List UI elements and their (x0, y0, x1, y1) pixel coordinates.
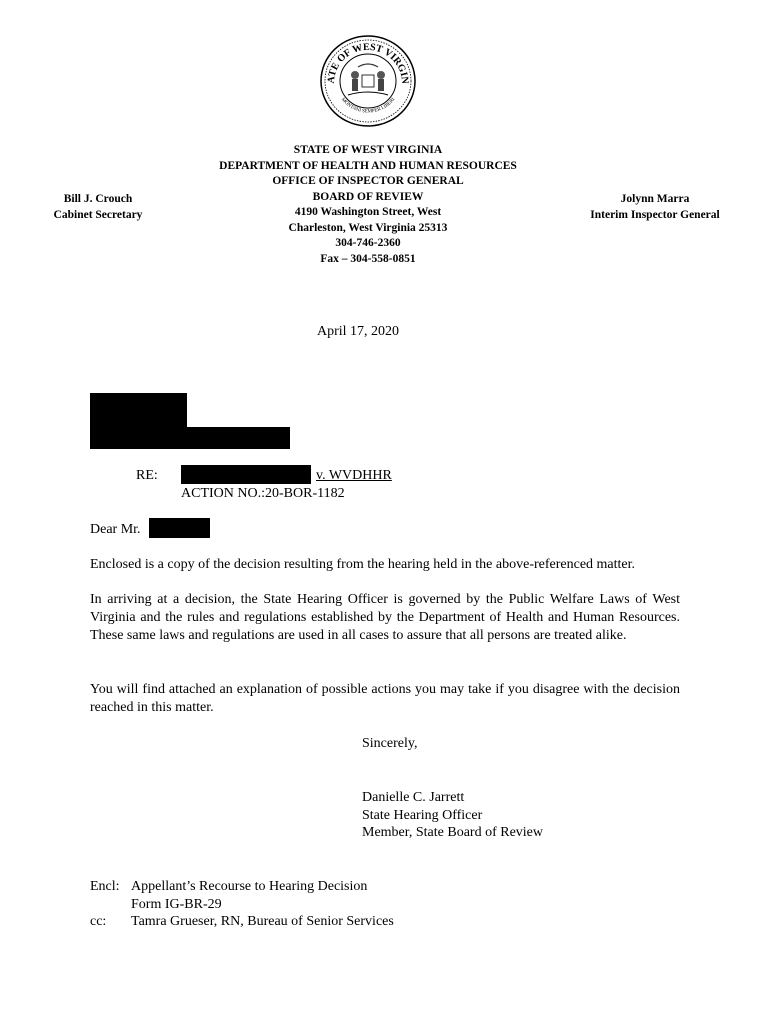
seal-ring-text-top: ATE OF WEST VIRGIN (325, 41, 411, 85)
letterhead-phone: 304-746-2360 (335, 237, 401, 249)
state-seal (318, 33, 418, 129)
letterhead-board: BOARD OF REVIEW (312, 190, 424, 203)
letterhead-city: Charleston, West Virginia 25313 (288, 221, 448, 234)
redacted-appellant-name (181, 465, 311, 484)
letter-date: April 17, 2020 (316, 324, 400, 339)
signature-block (362, 789, 543, 842)
re-label: RE: (136, 468, 158, 483)
re-case-suffix: v. WVDHHR (316, 468, 392, 483)
paragraph-enclosed: Enclosed is a copy of the decision resulting from the hearing held in the above-referenced matter. (90, 557, 636, 572)
encl-label: Encl: (90, 879, 120, 894)
inspector-general-title: Interim Inspector General (590, 209, 720, 221)
letterhead-office: OFFICE OF INSPECTOR GENERAL (272, 175, 464, 187)
redacted-recipient-address (90, 427, 290, 449)
paragraph-recourse: You will find attached an explanation of possible actions you may take if you disagree with the decision reached in this matter. (90, 682, 680, 715)
salutation: Dear Mr. (90, 522, 141, 537)
letterhead-department: DEPARTMENT OF HEALTH AND HUMAN RESOURCES (219, 159, 517, 172)
letterhead-address-block (160, 143, 576, 267)
seal-ring-text-bottom: MONTANI SEMPER LIBERI (339, 97, 397, 115)
closing: Sincerely, (362, 736, 418, 751)
signer-title: State Hearing Officer (362, 807, 483, 823)
encl-item-1: Appellant’s Recourse to Hearing Decision (131, 879, 368, 894)
letterhead-street: 4190 Washington Street, West (294, 206, 442, 218)
redacted-recipient-name (90, 393, 187, 429)
cc-label: cc: (90, 914, 107, 929)
paragraph-governing-laws: In arriving at a decision, the State Hearing Officer is governed by the Public Welfare Laws of West Virginia and the rules and regulations established by the Department of Health and Human Resources. These same laws and regulations are used in all cases to assure that all persons are treated alike. (90, 592, 680, 643)
redacted-salutation-name (149, 518, 210, 538)
inspector-general-name: Jolynn Marra (620, 193, 690, 205)
signer-membership: Member, State Board of Review (362, 825, 544, 840)
letterhead-right-official (575, 191, 735, 223)
cc-recipient: Tamra Grueser, RN, Bureau of Senior Services (131, 914, 394, 929)
cabinet-secretary-title: Cabinet Secretary (53, 209, 143, 221)
signer-name: Danielle C. Jarrett (362, 790, 465, 805)
encl-item-2: Form IG-BR-29 (131, 896, 222, 912)
letterhead-left-official (40, 191, 156, 223)
letterhead-state: STATE OF WEST VIRGINIA (293, 144, 443, 156)
letterhead-fax: Fax – 304-558-0851 (320, 252, 416, 265)
re-action-number: ACTION NO.:20-BOR-1182 (181, 486, 345, 501)
cabinet-secretary-name: Bill J. Crouch (63, 193, 133, 205)
